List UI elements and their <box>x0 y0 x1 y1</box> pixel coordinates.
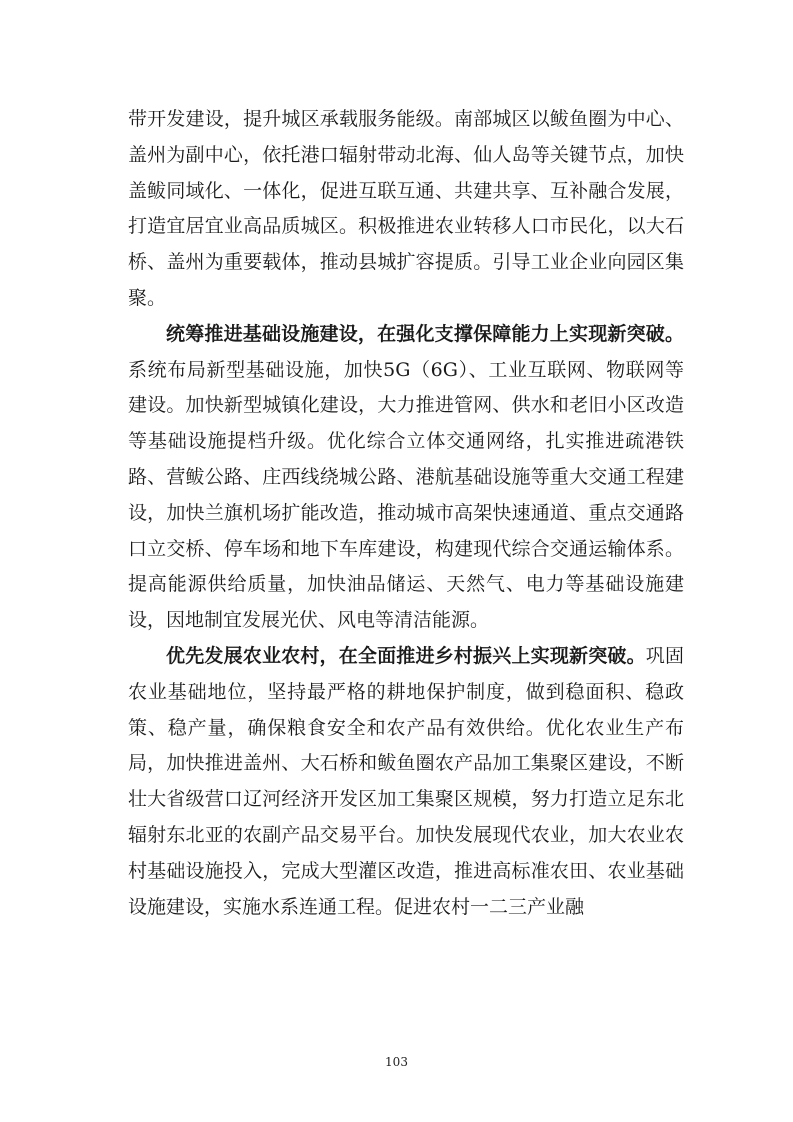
paragraph-text: 系统布局新型基础设施，加快5G（6G）、工业互联网、物联网等建设。加快新型城镇化建设，大力推进管网、供水和老旧小区改造等基础设施提档升级。优化综合立体交通网络，扎实推进疏港铁路、营鲅公路、庄西线绕城公路、港航基础设施等重大交通工程建设，加快兰旗机场扩能改造，推动城市高架快速通道、重点交通路口立交桥、停车场和地下车库建设，构建现代综合交通运输体系。提高能源供给质量，加快油品储运、天然气、电力等基础设施建设，因地制宜发展光伏、风电等清洁能源。 <box>128 358 684 632</box>
paragraph-agriculture <box>128 639 684 925</box>
paragraph-heading: 统筹推进基础设施建设，在强化支撑保障能力上实现新突破。 <box>166 322 684 345</box>
body-text <box>128 102 684 925</box>
paragraph-infrastructure <box>128 317 684 639</box>
paragraph-heading: 优先发展农业农村，在全面推进乡村振兴上实现新突破。 <box>166 644 646 667</box>
paragraph-text: 带开发建设，提升城区承载服务能级。南部城区以鲅鱼圈为中心、盖州为副中心，依托港口辐射带动北海、仙人岛等关键节点，加快盖鲅同域化、一体化，促进互联互通、共建共享、互补融合发展，打造宜居宜业高品质城区。积极推进农业转移人口市民化，以大石桥、盖州为重要载体，推动县城扩容提质。引导工业企业向园区集聚。 <box>128 108 684 309</box>
paragraph-text: 巩固农业基础地位，坚持最严格的耕地保护制度，做到稳面积、稳政策、稳产量，确保粮食安全和农产品有效供给。优化农业生产布局，加快推进盖州、大石桥和鲅鱼圈农产品加工集聚区建设，不断壮大省级营口辽河经济开发区加工集聚区规模，努力打造立足东北辐射东北亚的农副产品交易平台。加快发展现代农业，加大农业农村基础设施投入，完成大型灌区改造，推进高标准农田、农业基础设施建设，实施水系连通工程。促进农村一二三产业融 <box>128 644 684 918</box>
paragraph-urban-development <box>128 102 684 317</box>
page-number: 103 <box>385 1055 408 1069</box>
